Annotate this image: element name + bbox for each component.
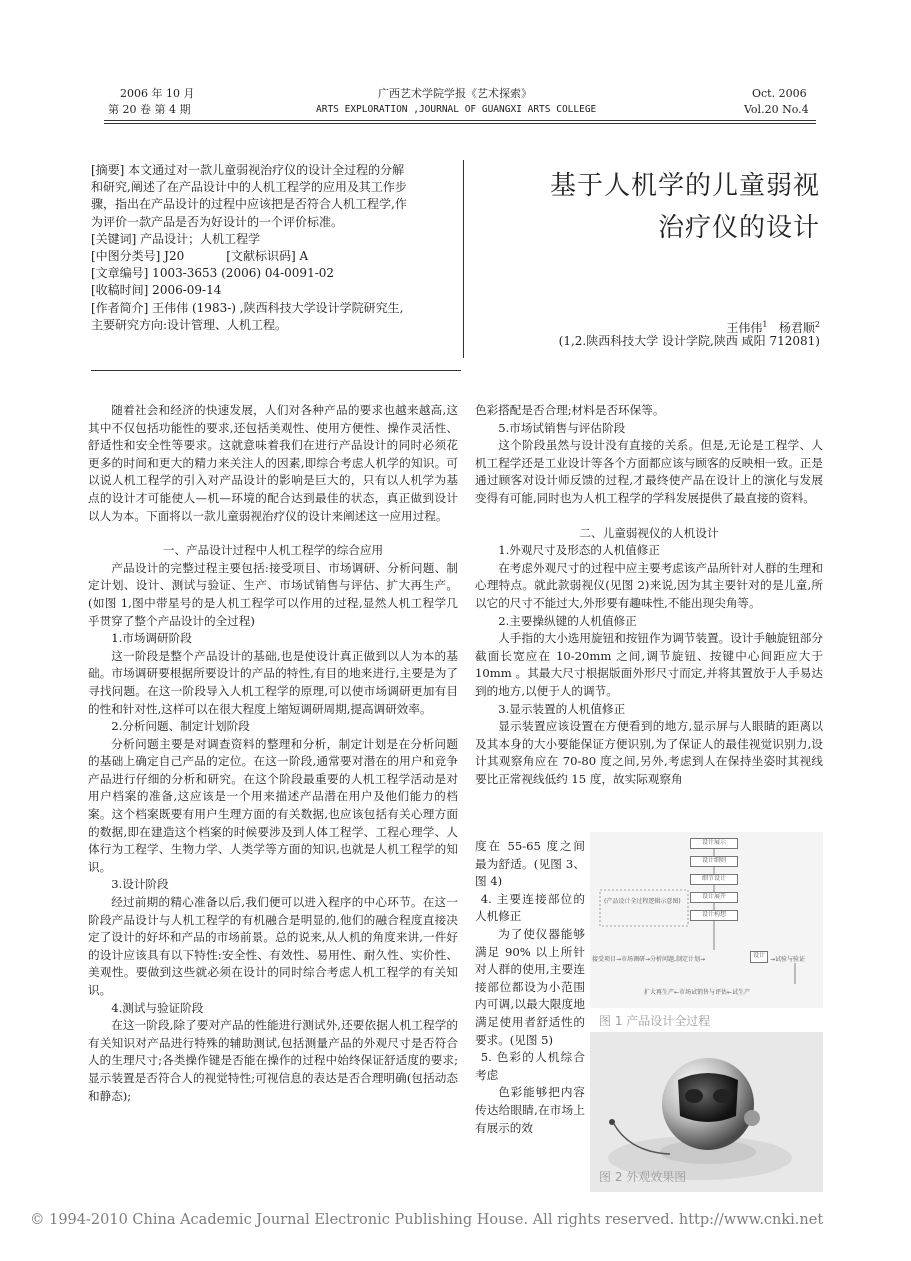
title-line: 基于人机学的儿童弱视: [549, 171, 820, 201]
flow-box-top: 设计展示: [690, 838, 738, 849]
r5-text: 色彩能够把内容传达给眼睛,在市场上有展示的效: [475, 1085, 585, 1135]
header-journal-cn: 广西艺术学院学报《艺术探索》: [378, 87, 532, 100]
subsection-5-heading: 5.市场试销售与评估阶段: [498, 420, 626, 435]
flow-bottom-row: 扩大再生产←市场试销售与评估←试生产: [644, 989, 751, 996]
document-code: [文献标识码] A: [226, 249, 309, 264]
flow-box-top: 设计细则: [690, 856, 738, 867]
copyright-footer: © 1994-2010 China Academic Journal Electronic Publishing House. All rights reserved. http://www.cnki.net: [30, 1212, 824, 1228]
figure-2-caption: 图 2 外观效果图: [599, 1170, 687, 1184]
abstract-line: 为评价一款产品是否为好设计的一个评价标准。: [91, 214, 344, 229]
flow-box-top: 设计展开: [690, 892, 738, 903]
intro-paragraph: 随着社会和经济的快速发展，人们对各种产品的要求也越来越高,这其中不仅包括功能性的要求,还包括美观性、使用方便性、操作灵活性、舒适性和安全性等要求。这就意味着我们在进行产品设计的同时必须花更多的时间和更大的精力来关注人的因素,即综合考虑人机学的知识。可以说人机工程学的引入对产品设计的影响是巨大的，只有以人机学为基点的设计才可能使人—机—环境的配合达到最佳的状态，真正做到设计以人为本。下面将以一款儿童弱视治疗仪的设计来阐述这一应用过程。: [88, 403, 458, 523]
subsection-1-text: 这一阶段是整个产品设计的基础,也是使设计真正做到以人为本的基础。市场调研要根据所要设计的产品的特性,有目的地来进行,主要是为了寻找问题。在这一阶段导入人机工程学的原理,可以使市场调研更加有目的性和针对性,这样可以在很大程度上缩短调研周期,提高调研效率。: [88, 648, 458, 716]
clc-number: [中图分类号] J20: [91, 249, 185, 264]
subsection-3-heading: 3.设计阶段: [111, 877, 169, 892]
author-1-sup: 1: [762, 320, 768, 329]
header-rule: [104, 120, 816, 121]
section-1-heading: 一、产品设计过程中人机工程学的综合应用: [162, 543, 384, 558]
right-column: [475, 402, 823, 788]
figure-1-box: [590, 832, 823, 1008]
header-journal-en: ARTS EXPLORATION ,JOURNAL OF GUANGXI ARTS COLLEGE: [316, 104, 597, 115]
flow-test: →试验与验证: [770, 956, 806, 963]
r1-text: 在考虑外观尺寸的过程中应主要考虑该产品所针对人群的生理和心理特点。就此款弱视仪(见图 2)来说,因为其主要针对的是儿童,所以它的尺寸不能过大,外形要有趣味性,不能出现尖角等。: [475, 560, 823, 610]
keywords: [关键词] 产品设计；人机工程学: [91, 231, 261, 246]
article-number: [文章编号] 1003-3653 (2006) 04-0091-02: [91, 266, 335, 281]
r4-heading: 4. 主要连接部位的人机修正: [475, 891, 585, 924]
subsection-5-text: 这个阶段虽然与设计没有直接的关系。但是,无论是工程学、人机工程学还是工业设计等各个方面都应该与顾客的反映相一致。正是通过顾客对设计师反馈的过程,才最终使产品在设计上的演化与发展变得有可能,同时也为人机工程学的学科发展提供了最直接的资料。: [475, 438, 823, 505]
abstract-line: 和研究,阐述了在产品设计中的人机工程学的应用及其工作步: [91, 180, 407, 195]
received-date: [收稿时间] 2006-09-14: [91, 283, 222, 298]
abstract-block: [91, 162, 449, 334]
section-1-paragraph: 产品设计的完整过程主要包括:接受项目、市场调研、分析问题、制定计划、设计、测试与验证、生产、市场试销售与评估、扩大再生产。(如图 1,图中带星号的是人机工程学可以作用的过程,显然人机工程学几乎贯穿了整个产品设计的全过程): [88, 560, 458, 628]
r1-heading: 1.外观尺寸及形态的人机值修正: [498, 543, 660, 558]
abstract-line: [摘要] 本文通过对一款儿童弱视治疗仪的设计全过程的分解: [91, 163, 405, 177]
left-column: [88, 402, 458, 1105]
r3-heading: 3.显示装置的人机值修正: [498, 701, 626, 716]
continued-text: 色彩搭配是否合理;材料是否环保等。: [475, 403, 665, 417]
column-divider: [463, 160, 464, 358]
author-intro-line: [作者简介] 王伟伟 (1983-) ,陕西科技大学设计学院研究生,: [91, 300, 404, 315]
r2-heading: 2.主要操纵键的人机值修正: [498, 613, 637, 628]
flowchart-lines: [590, 832, 823, 1008]
header-date-cn: 2006 年 10 月: [120, 87, 195, 100]
subsection-3-text: 经过前期的精心准备以后,我们便可以进入程序的中心环节。在这一阶段产品设计与人机工程学的有机融合是明显的,他们的融合程度直接决定了设计的好坏和产品的市场前景。总的说来,从人机的角度来讲,一件好的设计应该具有以下特性:安全性、有效性、易用性、耐久性、实价性、美观性。要做到这些就必须在设计的同时综合考虑人机工程学的有关知识。: [88, 895, 458, 997]
abstract-bottom-rule: [91, 370, 461, 371]
clc-row: [91, 248, 449, 265]
author-intro-line: 主要研究方向:设计管理、人机工程。: [91, 317, 288, 332]
narrow-column: [475, 838, 585, 1137]
title-line: 治疗仪的设计: [657, 213, 820, 243]
subsection-4-text: 在这一阶段,除了要对产品的性能进行测试外,还要依据人机工程学的有关知识对产品进行特殊的辅助测试,包括测量产品的外观尺寸是否符合人的生理尺寸;各类操作键是否能在操作的过程中始终保证舒适度的要求;显示装置是否符合人的视觉特性;可视信息的表达是否合理明确(包括动态和静态);: [88, 1018, 458, 1103]
r2-text: 人手指的大小选用旋钮和按钮作为调节装置。设计手触旋钮部分截面长宽应在 10-20mm 之间,调节旋钮、按键中心间距应大于 10mm 。其最大尺寸根据版面外形尺寸而定,并将其置放于人手易达到的地方,以便于人的调节。: [475, 631, 823, 698]
author-2: 杨君顺: [778, 321, 815, 335]
paper-title: [550, 165, 820, 249]
author-1: 王伟伟: [726, 321, 763, 335]
figure-1-caption: 图 1 产品设计全过程: [599, 1014, 711, 1028]
abstract-line: 骤，指出在产品设计的过程中应该把是否符合人机工程学,作: [91, 197, 407, 212]
r5-heading: 5. 色彩的人机综合考虑: [475, 1050, 585, 1082]
header-volume-en: Vol.20 No.4: [744, 103, 809, 116]
r3-text: 显示装置应该设置在方便看到的地方,显示屏与人眼睛的距离以及其本身的大小要能保证方便识别,为了保证人的最佳视觉识别力,设计其观察角应在 70-80 度之间,另外,考虑到人在保持坐姿时其视线要比正常视线低约 15 度，故实际观察角: [475, 719, 823, 786]
flow-box-top: 设计构想: [690, 910, 738, 921]
r4-text: 为了使仪器能够满足 90% 以上所针对人群的使用,主要连接部位都设为小范围内可调,以最大限度地满足使用者舒适性的要求。(见图 5): [475, 926, 585, 1047]
flow-main-row: 接受项目→市场调研→分析问题,制定计划→: [592, 956, 705, 963]
author-affiliation: (1,2.陕西科技大学 设计学院,陕西 咸阳 712081): [558, 334, 820, 348]
subsection-2-text: 分析问题主要是对调查资料的整理和分析，制定计划是在分析问题的基础上确定自己产品的定位。在这一阶段,通常要对潜在的用户和竞争产品进行仔细的分析和研究。在这个阶段最重要的人机工程学活动是对用户档案的准备,这应该是一个用来描述产品潜在用户及他们能力的档案。这个档案既要有用户生理方面的有关数据,也应该包括有关心理方面的数据,即在建造这个档案的时候要涉及到人体工程学、工程心理学、人体行为工程学、生物力学、人类学等方面的知识,也就是人机工程学的知识。: [88, 736, 458, 874]
header-date-en: Oct. 2006: [752, 87, 807, 100]
subsection-1-heading: 1.市场调研阶段: [111, 631, 192, 646]
author-2-sup: 2: [814, 320, 820, 329]
subsection-4-heading: 4.测试与验证阶段: [111, 1000, 204, 1015]
subsection-2-heading: 2.分析问题、制定计划阶段: [111, 719, 250, 734]
header-rule-double: [104, 123, 816, 124]
section-2-heading: 二、儿童弱视仪的人机设计: [579, 525, 719, 540]
flow-box-design: 设计: [750, 951, 768, 963]
flow-annotation: (产品设计全过程逻辑示意图): [604, 898, 681, 905]
r3-tail: 度在 55-65 度之间最为舒适。(见图 3、图 4): [475, 839, 585, 889]
header-volume-cn: 第 20 卷 第 4 期: [108, 103, 191, 116]
flow-box-top: 细节设计: [690, 874, 738, 885]
